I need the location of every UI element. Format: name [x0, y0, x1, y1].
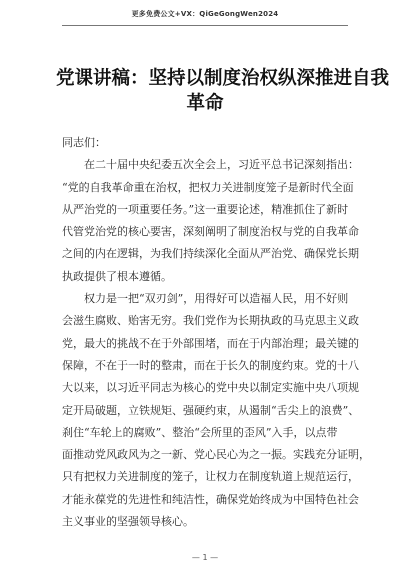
paragraph-line: 党，最大的挑战不在于外部围堵，而在于内部治理；最关键的: [62, 336, 359, 350]
paragraph-line: 会滋生腐败、贻害无穷。我们党作为长期执政的马克思主义政: [62, 314, 359, 328]
paragraph-2: [62, 288, 370, 533]
document-body: [62, 132, 370, 533]
paragraph-line: 权力是一把“双刃剑”，用得好可以造福人民，用不好则: [84, 292, 349, 306]
paragraph-line: 在二十届中央纪委五次全会上，习近平总书记深刻指出：: [84, 158, 359, 172]
header-divider: [62, 25, 348, 26]
paragraph-line: 保障，不在于一时的整肃，而在于长久的制度约束。党的十八: [62, 358, 359, 372]
header-text: 更多免费公文+VX：QiGeGongWen2024: [131, 10, 279, 18]
title-line: 革命: [186, 93, 224, 114]
title-line: 党课讲稿：坚持以制度治权纵深推进自我: [56, 68, 390, 89]
page-number: — 1 —: [191, 553, 219, 562]
document-title: [56, 66, 390, 116]
paragraph-line: 刹住“车轮上的腐败”、整治“会所里的歪风”入手，以点带: [62, 425, 338, 439]
paragraph-line: 之间的内在逻辑，为我们持续深化全面从严治党、确保党长期: [62, 247, 359, 261]
paragraph-line: 代管党治党的核心要害，深刻阐明了制度治权与党的自我革命: [62, 225, 359, 239]
page-header: [0, 0, 410, 34]
paragraph-line: 才能永葆党的先进性和纯洁性，确保党始终成为中国特色社会: [62, 492, 359, 506]
paragraph-line: 定开局破题，立铁规矩、强硬约束，从遏制“舌尖上的浪费”、: [62, 403, 360, 417]
paragraph-1: [62, 154, 358, 288]
paragraph-line: 大以来，以习近平同志为核心的党中央以制定实施中央八项规: [62, 381, 359, 395]
greeting: 同志们：: [62, 136, 106, 149]
paragraph-line: 只有把权力关进制度的笼子，让权力在制度轨道上规范运行，: [62, 470, 359, 484]
paragraph-line: 从严治党的一项重要任务。”这一重要论述，精准抓住了新时: [62, 202, 349, 216]
paragraph-line: 面推动党风政风为之一新、党心民心为之一振。实践充分证明，: [62, 448, 370, 462]
paragraph-line: 执政提供了根本遵循。: [62, 269, 172, 283]
paragraph-line: “党的自我革命重在治权，把权力关进制度笼子是新时代全面: [62, 180, 354, 194]
paragraph-line: 主义事业的坚强领导核心。: [62, 515, 194, 529]
